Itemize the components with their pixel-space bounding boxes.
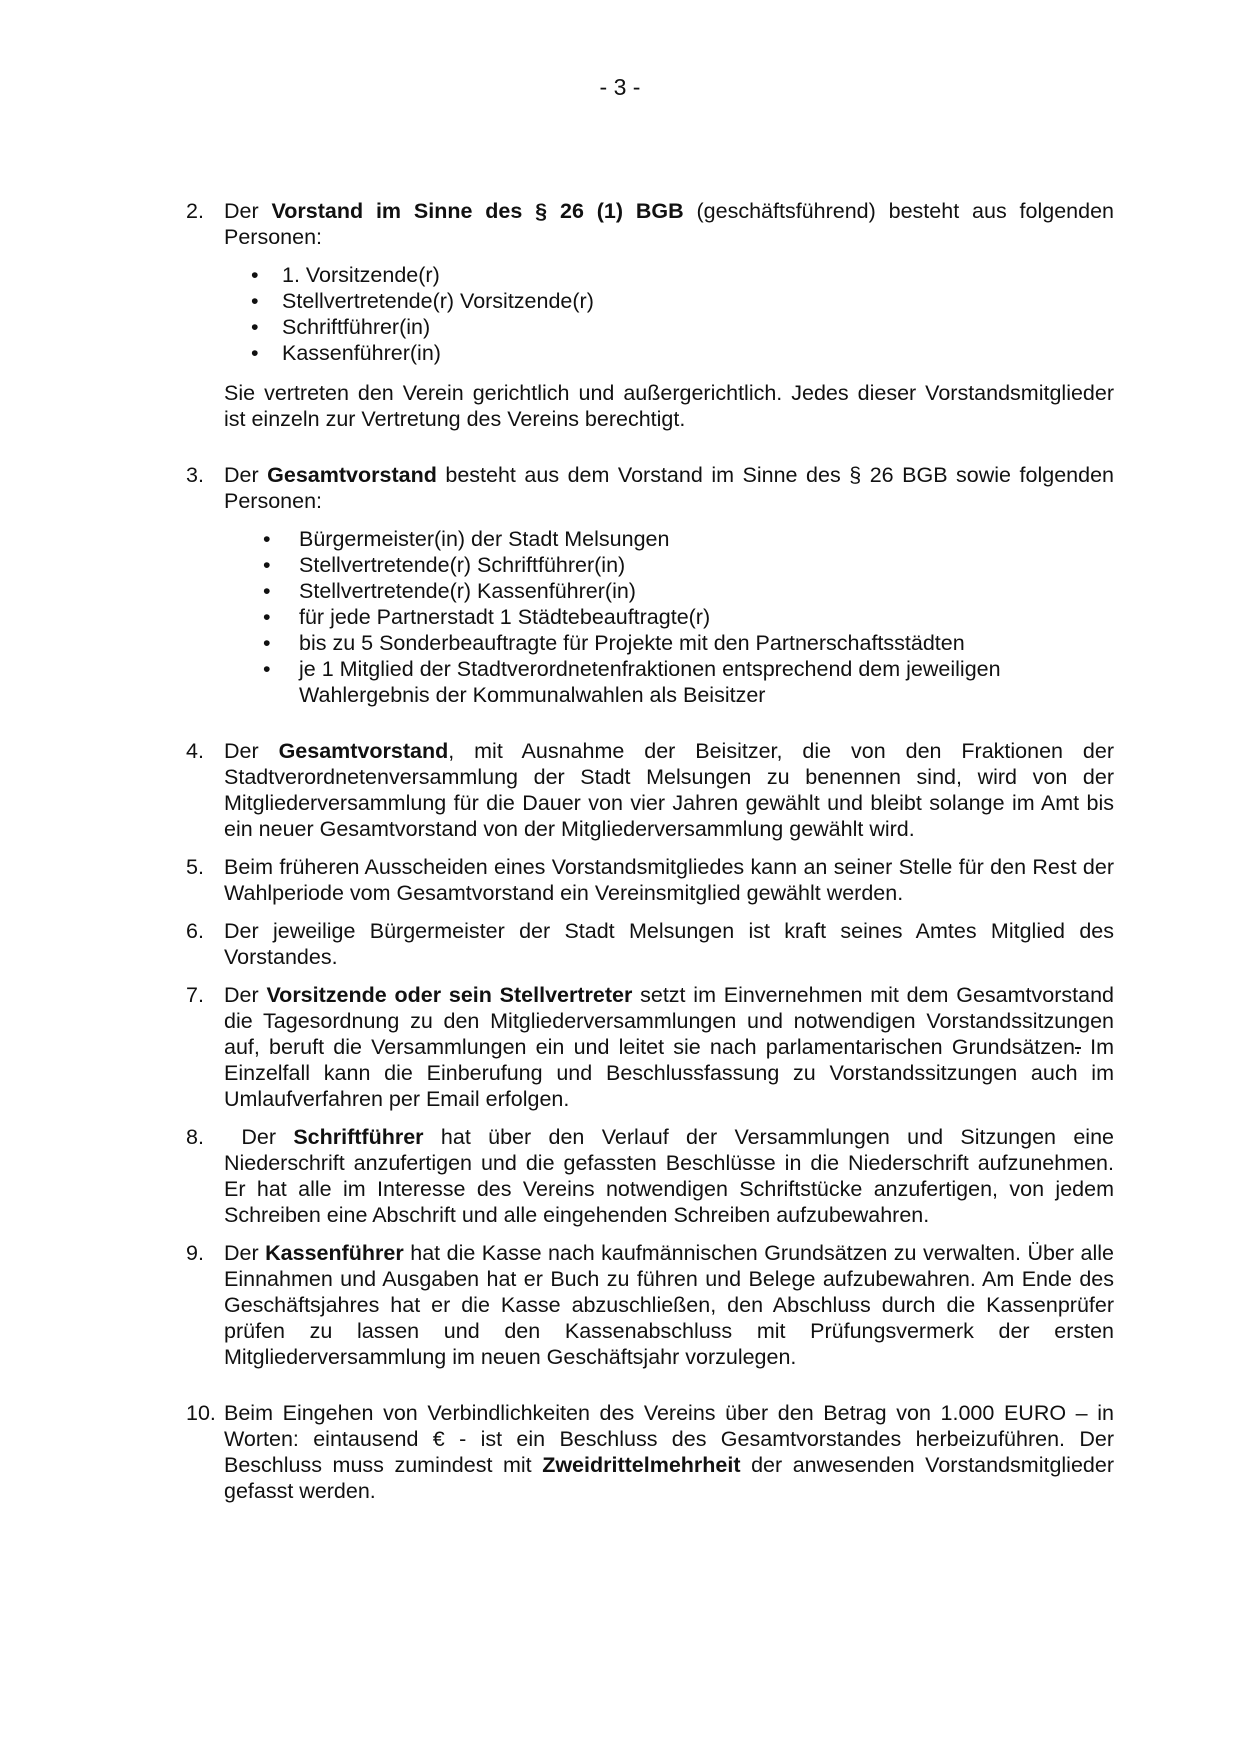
item-text xyxy=(224,1240,1114,1370)
item-text xyxy=(224,462,1114,514)
bullet-icon: • xyxy=(263,527,271,551)
section-item-6 xyxy=(186,918,1114,970)
list-item-text: Bürgermeister(in) der Stadt Melsungen xyxy=(299,527,670,551)
item-text: Sie vertreten den Verein gerichtlich und außergerichtlich. Jedes dieser Vorstandsmitglieder ist einzeln zur Vertretung des Vereins berechtigt. xyxy=(224,381,1114,431)
bold-term: Kassenführer xyxy=(265,1241,404,1265)
text-run: Der xyxy=(224,199,272,223)
list-item xyxy=(224,578,1114,604)
section-item-3 xyxy=(186,462,1114,708)
bullet-icon: • xyxy=(251,263,259,287)
list-item-text: Stellvertretende(r) Vorsitzende(r) xyxy=(282,289,594,313)
item-text: Der jeweilige Bürgermeister der Stadt Melsungen ist kraft seines Amtes Mitglied des Vorstandes. xyxy=(224,919,1114,969)
list-item xyxy=(224,630,1114,656)
item-text xyxy=(224,738,1114,842)
item-number: 8. xyxy=(186,1125,204,1149)
text-run: Beim Eingehen von Verbindlichkeiten des Vereins über den Betrag von 1.000 EURO – in Worten: eintausend € - ist ein Beschluss des Gesamtvorstandes herbeizuführen. Der Beschluss muss zumindest mit xyxy=(224,1401,1114,1477)
text-run: Der xyxy=(224,983,267,1007)
section-item-7 xyxy=(186,982,1114,1112)
text-run: hat die Kasse nach kaufmännischen Grundsätzen zu verwalten. Über alle Einnahmen und Ausgaben hat er Buch zu führen und Belege aufzubewahren. Am Ende des Geschäftsjahres hat er die Kasse abzuschließen, den Abschluss durch die Kassenprüfer prüfen zu lassen und den Kassenabschluss mit Prüfungsvermerk der ersten Mitgliederversammlung im neuen Geschäftsjahr vorzulegen. xyxy=(224,1241,1115,1369)
text-run: besteht aus dem Vorstand im Sinne des § 26 BGB sowie folgenden Personen: xyxy=(224,463,1114,513)
text-run: Der xyxy=(224,463,268,487)
item-number: 7. xyxy=(186,983,204,1007)
list-item xyxy=(224,604,1114,630)
bullet-icon: • xyxy=(263,657,271,681)
text-run: hat über den Verlauf der Versammlungen und Sitzungen eine Niederschrift anzufertigen und die gefassten Beschlüsse in die Niederschrift aufzunehmen. Er hat alle im Interesse des Vereins notwendigen Schriftstücke anzufertigen, von jedem Schreiben eine Abschrift und alle eingehenden Schreiben aufzubewahren. xyxy=(224,1125,1114,1227)
item-text xyxy=(224,982,1114,1112)
list-item xyxy=(224,656,1114,708)
item-number: 10. xyxy=(186,1401,216,1425)
text-run: (geschäftsführend) besteht aus folgenden Personen: xyxy=(224,199,1114,249)
text-run: Im Einzelfall kann die Einberufung und Beschlussfassung zu Vorstandssitzungen auch im Umlaufverfahren per Email erfolgen. xyxy=(224,1035,1115,1111)
bold-term: Vorstand im Sinne des § 26 (1) BGB xyxy=(271,199,684,223)
section-item-9 xyxy=(186,1240,1114,1370)
list-item-text: Kassenführer(in) xyxy=(282,341,441,365)
list-item-text: je 1 Mitglied der Stadtverordnetenfraktionen entsprechend dem jeweiligen Wahlergebnis der Kommunalwahlen als Beisitzer xyxy=(299,657,1001,707)
item-number: 4. xyxy=(186,739,204,763)
text-run: Der xyxy=(224,739,279,763)
bold-term: Vorsitzende oder sein Stellvertreter xyxy=(266,983,633,1007)
text-run: setzt im Einvernehmen mit dem Gesamtvorstand die Tagesordnung zu den Mitgliederversammlungen und notwendigen Vorstandssitzungen auf, beruft die Versammlungen ein und leitet sie nach parlamentarischen Grundsätzen xyxy=(224,983,1114,1059)
document-body xyxy=(186,198,1114,1516)
list-item xyxy=(224,262,1114,288)
bullet-icon: • xyxy=(263,605,271,629)
text-run: der anwesenden Vorstandsmitglieder gefasst werden. xyxy=(224,1453,1114,1503)
list-item-text: Stellvertretende(r) Kassenführer(in) xyxy=(299,579,636,603)
item-number: 5. xyxy=(186,855,204,879)
list-item xyxy=(224,288,1114,314)
list-item-text: Stellvertretende(r) Schriftführer(in) xyxy=(299,553,626,577)
section-item-5 xyxy=(186,854,1114,906)
text-run: Der xyxy=(224,1125,294,1149)
bullet-icon: • xyxy=(263,553,271,577)
section-item-10 xyxy=(186,1400,1114,1504)
page-number: - 3 - xyxy=(599,74,641,100)
item-text xyxy=(224,1400,1114,1504)
list-item-text: für jede Partnerstadt 1 Städtebeauftragte(r) xyxy=(299,605,711,629)
struck-text: . xyxy=(1074,1035,1081,1059)
section-item-4 xyxy=(186,738,1114,842)
list-item xyxy=(224,552,1114,578)
bullet-icon: • xyxy=(251,289,259,313)
list-item xyxy=(224,314,1114,340)
item-text xyxy=(224,198,1114,250)
bullet-icon: • xyxy=(251,341,259,365)
bullet-icon: • xyxy=(263,631,271,655)
bold-term: Gesamtvorstand xyxy=(278,739,449,763)
section-item-8 xyxy=(186,1124,1114,1228)
bold-term: Schriftführer xyxy=(293,1125,424,1149)
list-item-text: 1. Vorsitzende(r) xyxy=(282,263,440,287)
item-number: 6. xyxy=(186,919,204,943)
text-run: , mit Ausnahme der Beisitzer, die von den Fraktionen der Stadtverordnetenversammlung der Stadt Melsungen zu benennen sind, wird von der Mitgliederversammlung für die Dauer von vier Jahren gewählt und bleibt solange im Amt bis ein neuer Gesamtvorstand von der Mitgliederversammlung gewählt wird. xyxy=(224,739,1114,841)
bullet-list xyxy=(224,262,1114,366)
bullet-list xyxy=(224,526,1114,708)
item-number: 3. xyxy=(186,463,204,487)
bullet-icon: • xyxy=(263,579,271,603)
item-number: 2. xyxy=(186,199,204,223)
bullet-icon: • xyxy=(251,315,259,339)
item-text: Beim früheren Ausscheiden eines Vorstandsmitgliedes kann an seiner Stelle für den Rest der Wahlperiode vom Gesamtvorstand ein Vereinsmitglied gewählt werden. xyxy=(224,855,1114,905)
list-item-text: Schriftführer(in) xyxy=(282,315,431,339)
text-run: Der xyxy=(224,1241,266,1265)
item-number: 9. xyxy=(186,1241,204,1265)
bold-term: Zweidrittelmehrheit xyxy=(542,1453,741,1477)
list-item xyxy=(224,340,1114,366)
section-item-2 xyxy=(186,198,1114,432)
list-item-text: bis zu 5 Sonderbeauftragte für Projekte mit den Partnerschaftsstädten xyxy=(299,631,965,655)
item-text xyxy=(224,1124,1114,1228)
list-item xyxy=(224,526,1114,552)
bold-term: Gesamtvorstand xyxy=(267,463,437,487)
